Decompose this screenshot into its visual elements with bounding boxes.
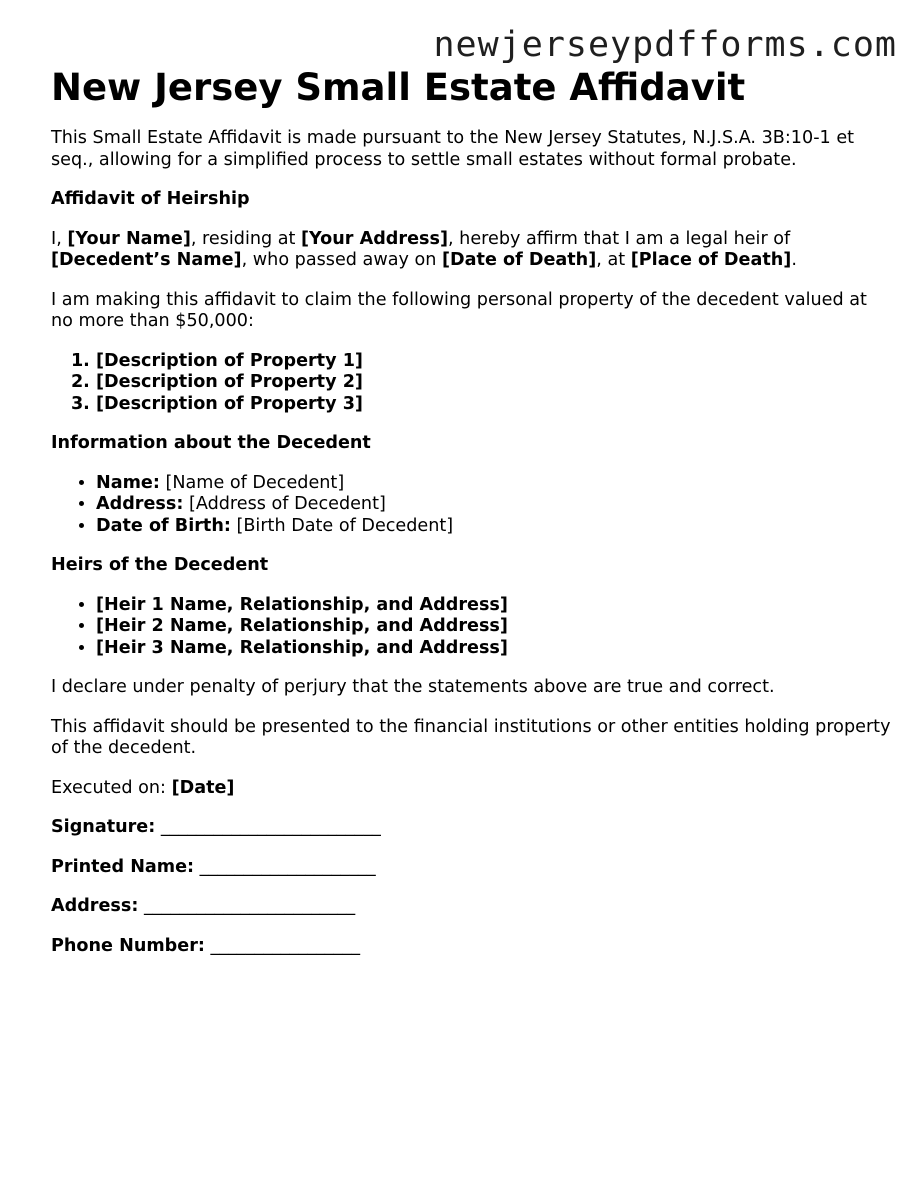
address-field xyxy=(51,896,891,918)
decedent-info-item xyxy=(96,516,891,538)
affidavit-document xyxy=(51,66,891,957)
decedent-name-field: [Decedent’s Name] xyxy=(51,250,242,271)
decedent-info-item xyxy=(96,494,891,516)
property-item: 2. [Description of Property 2] xyxy=(96,372,891,394)
claim-paragraph: I am making this affidavit to claim the following personal property of the decedent valued at no more than $50,000: xyxy=(51,289,867,332)
date-of-death-field: [Date of Death] xyxy=(442,250,597,271)
info-value: [Birth Date of Decedent] xyxy=(230,515,454,536)
executed-date-field: [Date] xyxy=(171,777,235,798)
info-label: Name: xyxy=(96,472,160,493)
property-list xyxy=(51,351,891,416)
text-run: , hereby affirm that I am a legal heir of xyxy=(448,228,791,249)
decedent-info-list xyxy=(51,473,891,538)
heirs-heading: Heirs of the Decedent xyxy=(51,555,269,576)
info-label: Date of Birth: xyxy=(96,515,231,536)
your-name-field: [Your Name] xyxy=(67,228,191,249)
heir-item: • [Heir 1 Name, Relationship, and Address] xyxy=(96,595,891,617)
field-label: Address: xyxy=(51,896,139,917)
executed-on xyxy=(51,778,891,800)
heir-item: • [Heir 2 Name, Relationship, and Address] xyxy=(96,616,891,638)
heirship-statement xyxy=(51,229,891,272)
text-run: , at xyxy=(596,250,631,271)
text-run: , who passed away on xyxy=(241,250,443,271)
executed-label: Executed on: xyxy=(51,777,172,798)
heir-item: • [Heir 3 Name, Relationship, and Address] xyxy=(96,638,891,660)
heirs-list xyxy=(51,595,891,660)
property-item: 3. [Description of Property 3] xyxy=(96,394,891,416)
page-title: New Jersey Small Estate Affidavit xyxy=(51,66,746,109)
text-run: I, xyxy=(51,228,68,249)
site-watermark: newjerseypdfforms.com xyxy=(433,25,897,65)
field-line: _________________________ xyxy=(155,817,381,838)
info-value: [Name of Decedent] xyxy=(159,472,345,493)
decedent-info-item xyxy=(96,473,891,495)
decedent-info-heading: Information about the Decedent xyxy=(51,433,371,454)
signature-field xyxy=(51,817,891,839)
declaration-paragraph: I declare under penalty of perjury that the statements above are true and correct. xyxy=(51,677,775,698)
field-line: _________________ xyxy=(204,935,361,956)
place-of-death-field: [Place of Death] xyxy=(630,250,792,271)
your-address-field: [Your Address] xyxy=(301,228,448,249)
field-label: Signature: xyxy=(51,817,156,838)
heirship-heading: Affidavit of Heirship xyxy=(51,189,250,210)
field-label: Printed Name: xyxy=(51,856,195,877)
printed-name-field xyxy=(51,857,891,879)
presentation-paragraph: This affidavit should be presented to the financial institutions or other entities holding property of the decedent. xyxy=(51,716,891,759)
text-run: , residing at xyxy=(190,228,302,249)
intro-paragraph: This Small Estate Affidavit is made pursuant to the New Jersey Statutes, N.J.S.A. 3B:10-1 et seq., allowing for a simplified process to settle small estates without formal probate. xyxy=(51,128,855,170)
phone-number-field xyxy=(51,936,891,958)
field-label: Phone Number: xyxy=(51,935,205,956)
field-line: ________________________ xyxy=(138,896,356,917)
property-item: 1. [Description of Property 1] xyxy=(96,351,891,373)
text-run: . xyxy=(791,250,797,271)
info-value: [Address of Decedent] xyxy=(183,494,386,515)
field-line: ____________________ xyxy=(194,856,376,877)
info-label: Address: xyxy=(96,494,184,515)
